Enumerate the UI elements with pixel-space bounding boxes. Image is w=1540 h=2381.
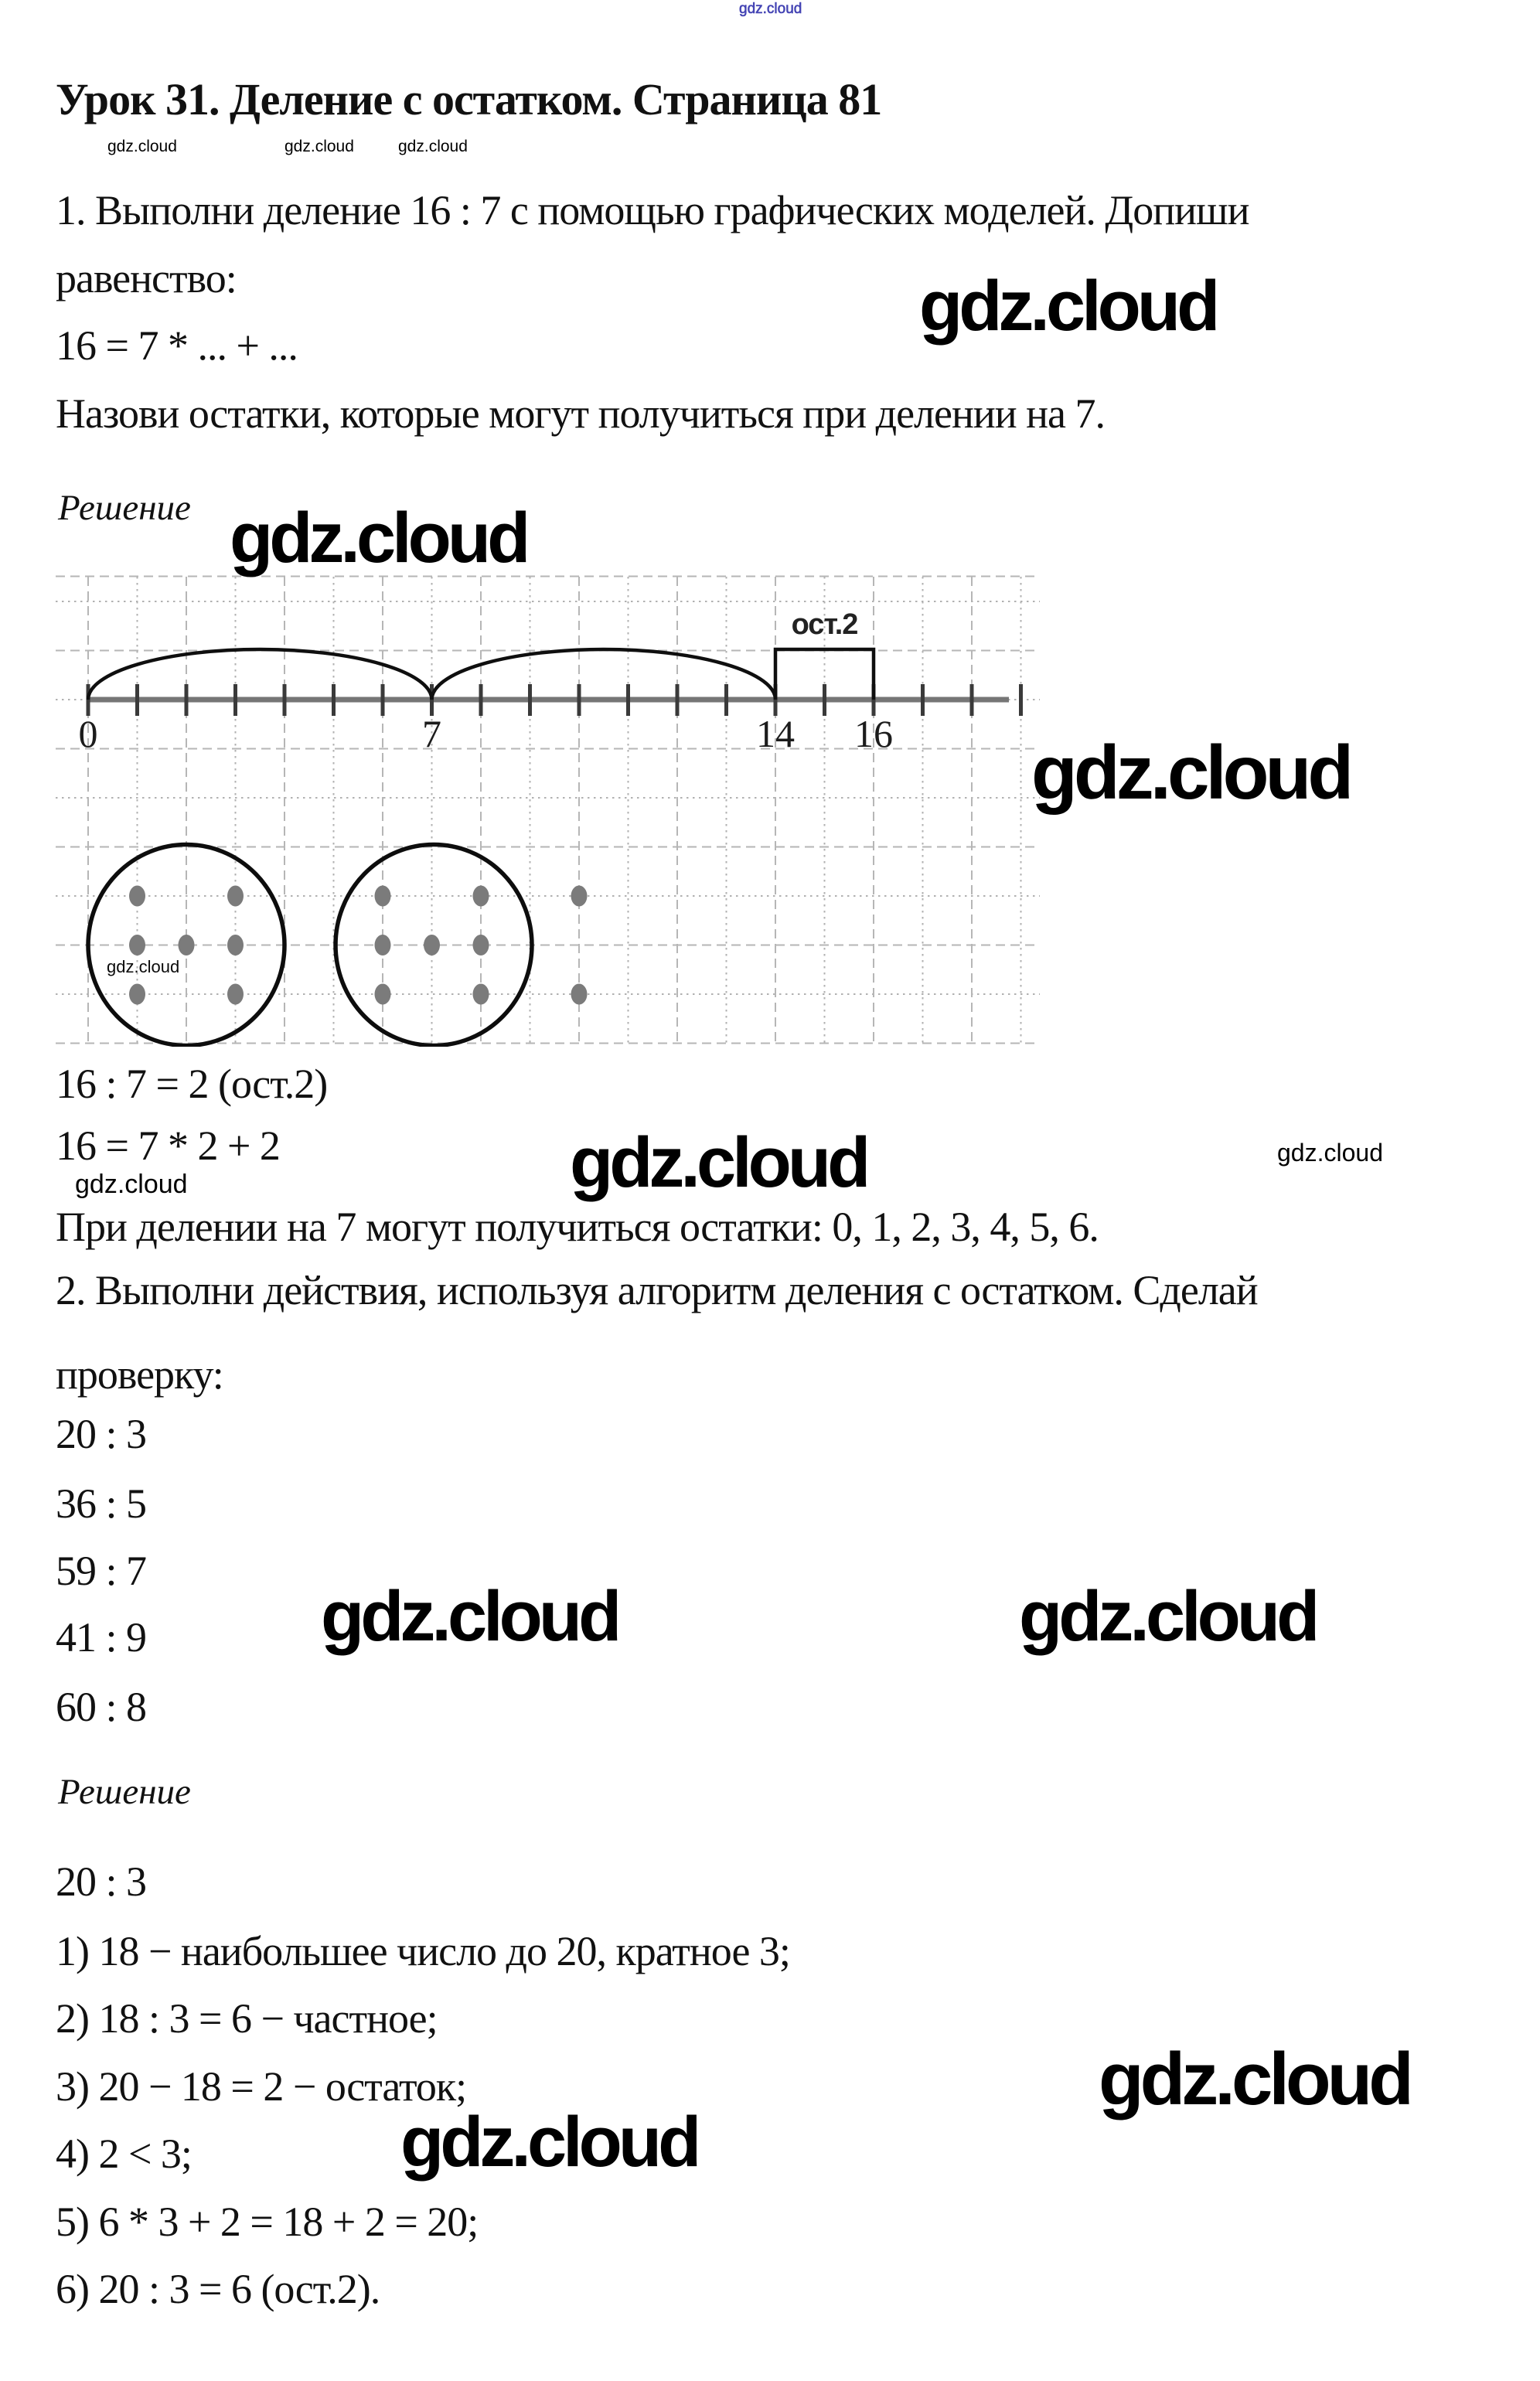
page-title: Урок 31. Деление с остатком. Страница 81	[56, 74, 882, 124]
task2-expression-5: 60 : 8	[56, 1684, 147, 1730]
watermark-small-left: gdz.cloud	[75, 1170, 188, 1199]
watermark-in-circle: gdz.cloud	[107, 957, 180, 976]
watermark-big-mid-right: gdz.cloud	[1019, 1577, 1317, 1656]
watermark-under-title-3: gdz.cloud	[398, 138, 468, 155]
dot	[424, 935, 440, 955]
watermark-big-after-heading: gdz.cloud	[230, 499, 527, 577]
dot	[375, 935, 391, 955]
solution1-remainders: При делении на 7 могут получиться остатки: 0, 1, 2, 3, 4, 5, 6.	[56, 1204, 1099, 1250]
watermark-big-bottom-center: gdz.cloud	[400, 2103, 698, 2182]
dot	[473, 886, 489, 907]
solution1-result: 16 : 7 = 2 (ост.2)	[56, 1061, 328, 1107]
watermark-big-mid-left: gdz.cloud	[321, 1577, 618, 1656]
watermark-big-top-right: gdz.cloud	[919, 267, 1217, 346]
dot	[473, 935, 489, 955]
dot	[129, 984, 145, 1005]
dot	[571, 984, 588, 1005]
solution2-step-2: 2) 18 : 3 = 6 − частное;	[56, 1995, 438, 2042]
solution2-step-3: 3) 20 − 18 = 2 − остаток;	[56, 2063, 467, 2110]
dot	[227, 935, 244, 955]
solution2-heading: Решение	[58, 1772, 191, 1812]
dot	[227, 886, 244, 907]
arc-of-seven	[432, 649, 776, 700]
solution2-step-6: 6) 20 : 3 = 6 (ост.2).	[56, 2266, 380, 2312]
task2-expression-1: 20 : 3	[56, 1411, 147, 1457]
watermark-small-right: gdz.cloud	[1277, 1139, 1383, 1167]
task2-expression-4: 41 : 9	[56, 1614, 147, 1661]
diagram-svg	[56, 575, 1040, 1047]
dot	[375, 984, 391, 1005]
task1-question: Назови остатки, которые могут получиться при делении на 7.	[56, 390, 1106, 437]
watermark-under-title-1: gdz.cloud	[107, 138, 177, 155]
dot	[179, 935, 195, 955]
dot	[473, 984, 489, 1005]
axis-label-14: 14	[756, 712, 795, 755]
solution2-step-5: 5) 6 * 3 + 2 = 18 + 2 = 20;	[56, 2199, 479, 2245]
task1-line2: равенство:	[56, 255, 237, 301]
task2-line1: 2. Выполни действия, используя алгоритм деления с остатком. Сделай	[56, 1267, 1258, 1313]
solution1-equation: 16 = 7 * 2 + 2	[56, 1122, 280, 1169]
remainder-label: ост.2	[791, 608, 858, 641]
arc-of-seven	[88, 649, 432, 700]
dot	[571, 886, 588, 907]
axis-label-0: 0	[78, 712, 98, 755]
watermark-big-bottom-right: gdz.cloud	[1099, 2038, 1410, 2120]
axis-label-16: 16	[854, 712, 893, 755]
task1-equation: 16 = 7 * ... + ...	[56, 322, 298, 369]
dot	[129, 935, 145, 955]
watermark-big-right-of-diagram: gdz.cloud	[1031, 730, 1351, 815]
solution2-step-4: 4) 2 < 3;	[56, 2131, 192, 2177]
dot	[129, 886, 145, 907]
dot	[375, 886, 391, 907]
task2-line2: проверку:	[56, 1351, 223, 1398]
watermark-big-center: gdz.cloud	[570, 1123, 867, 1202]
division-diagram	[56, 575, 1040, 1047]
watermark-top-blue: gdz.cloud	[739, 1, 802, 17]
axis-label-7: 7	[422, 712, 441, 755]
task2-expression-3: 59 : 7	[56, 1548, 147, 1594]
watermark-under-title-2: gdz.cloud	[284, 138, 354, 155]
solution2-step-1: 1) 18 − наибольшее число до 20, кратное 3;	[56, 1928, 790, 1974]
task2-expression-2: 36 : 5	[56, 1480, 147, 1527]
task1-line1: 1. Выполни деление 16 : 7 с помощью графических моделей. Допиши	[56, 187, 1249, 233]
dot	[227, 984, 244, 1005]
solution1-heading: Решение	[58, 488, 191, 528]
solution2-expression: 20 : 3	[56, 1858, 147, 1905]
